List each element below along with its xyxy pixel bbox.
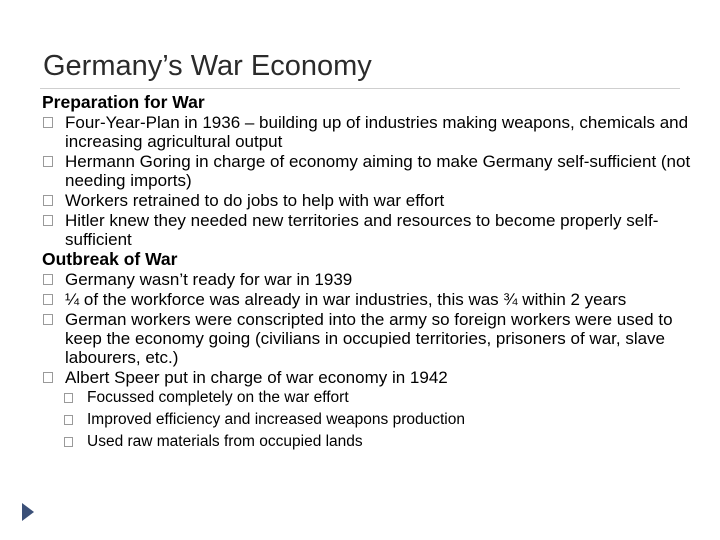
sub-list — [42, 387, 714, 453]
sub-list-item: Focussed completely on the war effort — [42, 387, 714, 409]
square-bullet-icon — [43, 195, 53, 206]
slide-title: Germany’s War Economy — [43, 50, 372, 82]
square-bullet-icon — [43, 156, 53, 167]
list-item: Workers retrained to do jobs to help with war effort — [42, 191, 714, 210]
list-item: Albert Speer put in charge of war economy in 1942 — [42, 368, 714, 387]
list-item: Four-Year-Plan in 1936 – building up of industries making weapons, chemicals and increasing agricultural output — [42, 113, 714, 151]
play-arrow-icon[interactable] — [22, 503, 34, 521]
list-item: Germany wasn’t ready for war in 1939 — [42, 270, 714, 289]
square-bullet-icon — [43, 294, 53, 305]
slide-body — [42, 92, 714, 453]
section-heading-outbreak: Outbreak of War — [42, 249, 178, 269]
section-heading-preparation: Preparation for War — [42, 92, 205, 112]
square-bullet-icon — [64, 415, 73, 425]
square-bullet-icon — [64, 437, 73, 447]
sub-list-item: Improved efficiency and increased weapons production — [42, 409, 714, 431]
list-item: Hermann Goring in charge of economy aiming to make Germany self-sufficient (not needing imports) — [42, 152, 714, 190]
square-bullet-icon — [64, 393, 73, 403]
square-bullet-icon — [43, 372, 53, 383]
square-bullet-icon — [43, 215, 53, 226]
list-item: German workers were conscripted into the army so foreign workers were used to keep the economy going (civilians in occupied territories, prisoners of war, slave labourers, etc.) — [42, 310, 714, 367]
square-bullet-icon — [43, 117, 53, 128]
title-divider — [40, 88, 680, 89]
sub-list-item: Used raw materials from occupied lands — [42, 431, 714, 453]
list-item: ¼ of the workforce was already in war industries, this was ¾ within 2 years — [42, 290, 714, 309]
square-bullet-icon — [43, 314, 53, 325]
list-item: Hitler knew they needed new territories and resources to become properly self-sufficient — [42, 211, 714, 249]
square-bullet-icon — [43, 274, 53, 285]
